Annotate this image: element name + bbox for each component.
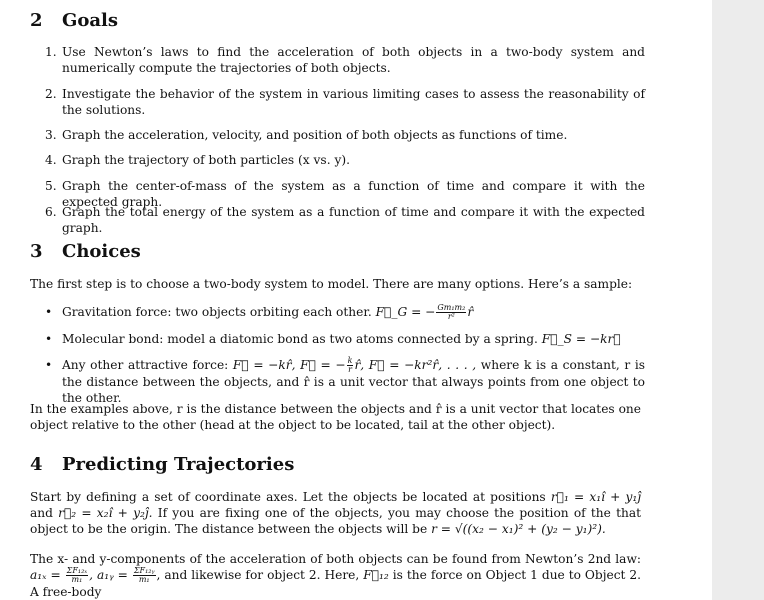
choices-note: In the examples above, r is the distance between the objects and r̂ is a unit vector that locates one object relative to the other (head at the object to be located, tail at the other object). (30, 402, 641, 432)
viewer-side-panel (712, 0, 764, 600)
goal-item: 6. Graph the total energy of the system as a function of time and compare it with the expected graph. (45, 205, 645, 235)
predicting-paragraph-2: The x- and y-components of the acceleration of both objects can be found from Newton’s 2nd law: a₁ₓ = $\frac{\text{ΣF₁₂ₓ}}{\text{m₁}}$ , a₁ᵧ = $\frac{\text{ΣF₁₂ᵧ}}{\text{m₁}}$ , and likewise for object 2. Here, F⃗₁₂ is the force on Object 1 due to Object 2. A free-body (30, 552, 642, 599)
bullet-icon: • (45, 332, 53, 346)
section-title: Goals (62, 10, 119, 31)
section-heading-predicting (30, 454, 294, 475)
section-title: Choices (62, 241, 141, 262)
section-heading-choices (30, 241, 141, 262)
bullet-icon: • (45, 358, 53, 372)
bullet-item: • Gravitation force: two objects orbiting each other. F⃗_G = − $\frac{\text{Gm₁m₂}}{\text{r²}}$ r̂ (45, 303, 474, 321)
section-number: 4 (30, 454, 43, 475)
section-heading-goals (30, 10, 118, 31)
bullet-item: • Any other attractive force: F⃗ = −kr̂, F⃗ = − $\frac{k}{r}$ r̂, F⃗ = −kr²r̂, . . . , where k is a constant, r is the distance between the objects, and r̂ is a unit vector that always points from one object to the other. (45, 356, 645, 405)
bullet-item: • Molecular bond: model a diatomic bond as two atoms connected by a spring. F⃗_S = −kr⃗ (45, 332, 621, 346)
section-title: Predicting Trajectories (62, 454, 295, 475)
predicting-paragraph-1: Start by defining a set of coordinate axes. Let the objects be located at positions r⃗₁ = x₁î + y₁ĵ and r⃗₂ = x₂î + y₂ĵ. If you are fixing one of the objects, you may choose the position of the that object to be the origin. The distance between the objects will be r = √((x₂ − x₁)² + (y₂ − y₁)²). (30, 490, 642, 536)
goal-item: 4. Graph the trajectory of both particles (x vs. y). (45, 153, 350, 167)
section-number: 2 (30, 10, 43, 31)
choices-intro: The first step is to choose a two-body system to model. There are many options. Here’s a sample: (30, 277, 633, 291)
section-number: 3 (30, 241, 43, 262)
goal-item: 1. Use Newton’s laws to find the acceleration of both objects in a two-body system and numerically compute the trajectories of both objects. (45, 45, 645, 75)
goal-item: 5. Graph the center-of-mass of the system as a function of time and compare it with the expected graph. (45, 179, 645, 209)
goal-item: 2. Investigate the behavior of the system in various limiting cases to assess the reasonability of the solutions. (45, 87, 645, 117)
goal-item: 3. Graph the acceleration, velocity, and position of both objects as functions of time. (45, 128, 568, 142)
bullet-icon: • (45, 305, 53, 319)
